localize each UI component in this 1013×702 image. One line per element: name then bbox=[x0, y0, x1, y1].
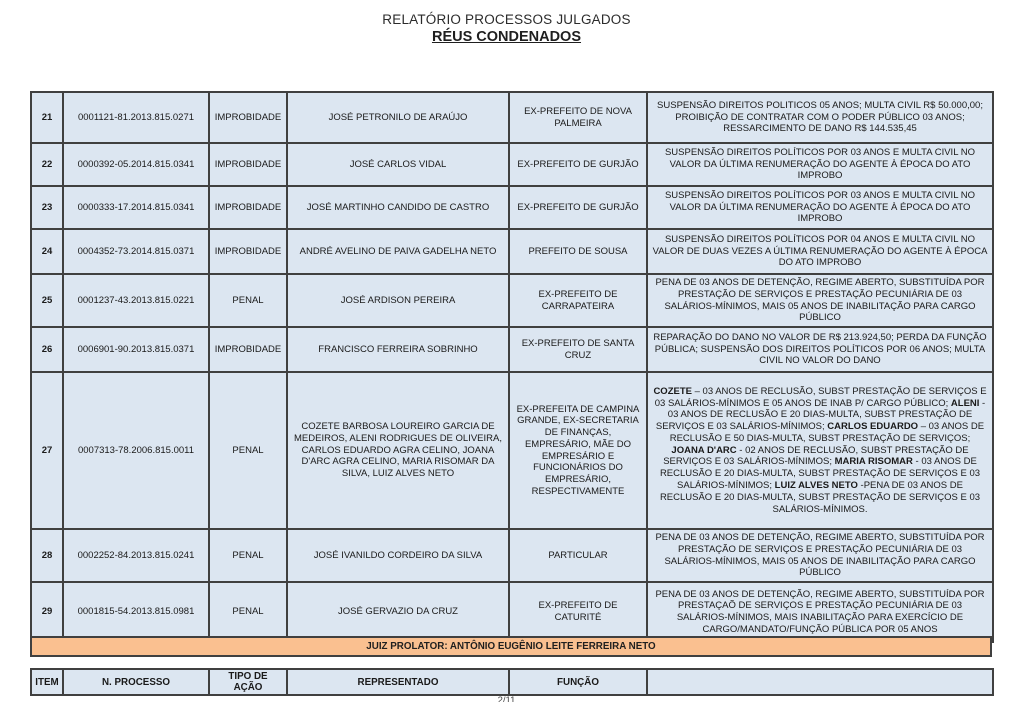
header-item: ITEM bbox=[31, 669, 63, 695]
cell-representado: FRANCISCO FERREIRA SOBRINHO bbox=[287, 327, 509, 372]
cell-funcao: PARTICULAR bbox=[509, 529, 647, 582]
header-processo: N. PROCESSO bbox=[63, 669, 209, 695]
cell-item: 26 bbox=[31, 327, 63, 372]
cell-tipo: PENAL bbox=[209, 372, 287, 529]
cell-tipo: IMPROBIDADE bbox=[209, 143, 287, 186]
cell-processo: 0001121-81.2013.815.0271 bbox=[63, 92, 209, 143]
cell-processo: 0004352-73.2014.815.0371 bbox=[63, 229, 209, 274]
cell-processo: 0002252-84.2013.815.0241 bbox=[63, 529, 209, 582]
cell-tipo: IMPROBIDADE bbox=[209, 92, 287, 143]
cell-processo: 0007313-78.2006.815.0011 bbox=[63, 372, 209, 529]
cell-processo: 0001237-43.2013.815.0221 bbox=[63, 274, 209, 327]
cell-processo: 0006901-90.2013.815.0371 bbox=[63, 327, 209, 372]
cell-sancao: SUSPENSÃO DIREITOS POLITICOS 05 ANOS; MULTA CIVIL R$ 50.000,00; PROIBIÇÃO DE CONTRATAR COM O PODER PÚBLICO 03 ANOS; RESSARCIMENTO DE DANO R$ 144.535,45 bbox=[647, 92, 993, 143]
table-row bbox=[31, 529, 993, 582]
cell-sancao: SUSPENSÃO DIREITOS POLÍTICOS POR 03 ANOS E MULTA CIVIL NO VALOR DA ÚLTIMA RENUMERAÇÃO DO AGENTE À ÉPOCA DO ATO IMPROBO bbox=[647, 143, 993, 186]
cell-funcao: EX-PREFEITA DE CAMPINA GRANDE, EX-SECRETARIA DE FINANÇAS, EMPRESÁRIO, MÃE DO EMPRESÁRIO E FUNCIONÁRIOS DO EMPRESÁRIO, RESPECTIVAMENTE bbox=[509, 372, 647, 529]
table-row bbox=[31, 92, 993, 143]
next-section-header-row bbox=[30, 668, 994, 696]
page-number: 2/11 bbox=[497, 695, 516, 702]
table-row bbox=[31, 186, 993, 229]
cell-funcao: PREFEITO DE SOUSA bbox=[509, 229, 647, 274]
header-tipo: TIPO DE AÇÃO bbox=[209, 669, 287, 695]
cell-representado: JOSÉ MARTINHO CANDIDO DE CASTRO bbox=[287, 186, 509, 229]
table-row bbox=[31, 274, 993, 327]
cell-processo: 0001815-54.2013.815.0981 bbox=[63, 582, 209, 642]
cell-funcao: EX-PREFEITO DE SANTA CRUZ bbox=[509, 327, 647, 372]
cell-funcao: EX-PREFEITO DE CATURITÉ bbox=[509, 582, 647, 642]
cell-processo: 0000333-17.2014.815.0341 bbox=[63, 186, 209, 229]
cell-representado: JOSÉ ARDISON PEREIRA bbox=[287, 274, 509, 327]
cell-funcao: EX-PREFEITO DE GURJÃO bbox=[509, 143, 647, 186]
cell-sancao: PENA DE 03 ANOS DE DETENÇÃO, REGIME ABERTO, SUBSTITUÍDA POR PRESTAÇAÕ DE SERVIÇOS E PRESTAÇÃO PECUNIÁRIA DE 03 SALÁRIOS-MÍNIMOS, MAIS INABILITAÇÃO PARA EXERCÍCIO DE CARGO/MANDATO/FUNÇÃO PÚBLICA POR 05 ANOS bbox=[647, 582, 993, 642]
cell-representado: JOSÉ GERVAZIO DA CRUZ bbox=[287, 582, 509, 642]
cell-representado: COZETE BARBOSA LOUREIRO GARCIA DE MEDEIROS, ALENI RODRIGUES DE OLIVEIRA, CARLOS EDUARDO AGRA CELINO, JOANA D'ARC AGRA CELINO, MARIA RISOMAR DA SILVA, LUIZ ALVES NETO bbox=[287, 372, 509, 529]
cell-tipo: IMPROBIDADE bbox=[209, 186, 287, 229]
cell-tipo: IMPROBIDADE bbox=[209, 229, 287, 274]
judged-cases-table bbox=[30, 91, 994, 643]
cell-tipo: PENAL bbox=[209, 529, 287, 582]
cell-representado: ANDRÉ AVELINO DE PAIVA GADELHA NETO bbox=[287, 229, 509, 274]
table-row bbox=[31, 327, 993, 372]
cell-item: 27 bbox=[31, 372, 63, 529]
cell-funcao: EX-PREFEITO DE GURJÃO bbox=[509, 186, 647, 229]
cell-funcao: EX-PREFEITO DE NOVA PALMEIRA bbox=[509, 92, 647, 143]
cell-processo: 0000392-05.2014.815.0341 bbox=[63, 143, 209, 186]
cell-sancao: REPARAÇÃO DO DANO NO VALOR DE R$ 213.924,50; PERDA DA FUNÇÃO PÚBLICA; SUSPENSÃO DOS DIREITOS POLÍTICOS POR 06 ANOS; MULTA CIVIL NO VALOR DO DANO bbox=[647, 327, 993, 372]
header-funcao: FUNÇÃO bbox=[509, 669, 647, 695]
cell-sancao: PENA DE 03 ANOS DE DETENÇÃO, REGIME ABERTO, SUBSTITUÍDA POR PRESTAÇÃO DE SERVIÇOS E PRESTAÇÃO PECUNIÁRIA DE 03 SALÁRIOS-MÍNIMOS, MAIS 05 ANOS DE INABILITAÇÃO PARA CARGO PÚBLICO bbox=[647, 529, 993, 582]
cell-tipo: IMPROBIDADE bbox=[209, 327, 287, 372]
cell-representado: JOSÉ PETRONILO DE ARAÚJO bbox=[287, 92, 509, 143]
cell-item: 21 bbox=[31, 92, 63, 143]
cell-item: 28 bbox=[31, 529, 63, 582]
cell-sancao: SUSPENSÃO DIREITOS POLÍTICOS POR 04 ANOS E MULTA CIVIL NO VALOR DE DUAS VEZES A ÚLTIMA RENUMERAÇÃO DO AGENTE À ÉPOCA DO ATO IMPROBO bbox=[647, 229, 993, 274]
cell-funcao: EX-PREFEITO DE CARRAPATEIRA bbox=[509, 274, 647, 327]
cell-representado: JOSÉ IVANILDO CORDEIRO DA SILVA bbox=[287, 529, 509, 582]
cell-item: 23 bbox=[31, 186, 63, 229]
header-row bbox=[31, 669, 993, 695]
cell-tipo: PENAL bbox=[209, 582, 287, 642]
cell-representado: JOSÉ CARLOS VIDAL bbox=[287, 143, 509, 186]
cell-item: 25 bbox=[31, 274, 63, 327]
table-row bbox=[31, 582, 993, 642]
cell-sancao: PENA DE 03 ANOS DE DETENÇÃO, REGIME ABERTO, SUBSTITUÍDA POR PRESTAÇÃO DE SERVIÇOS E PRESTAÇÃO PECUNIÁRIA DE 03 SALÁRIOS-MÍNIMOS, MAIS 05 ANOS DE INABILITAÇÃO PARA CARGO PÚBLICO bbox=[647, 274, 993, 327]
report-title: RELATÓRIO PROCESSOS JULGADOS bbox=[382, 12, 631, 27]
cell-item: 24 bbox=[31, 229, 63, 274]
cell-item: 22 bbox=[31, 143, 63, 186]
table-row bbox=[31, 143, 993, 186]
cell-item: 29 bbox=[31, 582, 63, 642]
juiz-prolator-banner: JUIZ PROLATOR: ANTÔNIO EUGÊNIO LEITE FERREIRA NETO bbox=[30, 636, 992, 657]
cell-tipo: PENAL bbox=[209, 274, 287, 327]
header-sancao-empty bbox=[647, 669, 993, 695]
table-row bbox=[31, 372, 993, 529]
cell-sancao: SUSPENSÃO DIREITOS POLÍTICOS POR 03 ANOS E MULTA CIVIL NO VALOR DA ÚLTIMA RENUMERAÇÃO DO AGENTE À ÉPOCA DO ATO IMPROBO bbox=[647, 186, 993, 229]
header-representado: REPRESENTADO bbox=[287, 669, 509, 695]
table-row bbox=[31, 229, 993, 274]
report-subtitle: RÉUS CONDENADOS bbox=[431, 29, 582, 45]
cell-sancao: COZETE – 03 ANOS DE RECLUSÃO, SUBST PRESTAÇÃO DE SERVIÇOS E 03 SALÁRIOS-MÍNIMOS E 05 ANOS DE INAB P/ CARGO PÚBLICO; ALENI - 03 ANOS DE RECLUSÃO E 20 DIAS-MULTA, SUBST PRESTAÇÃO DE SERVIÇOS E 03 SALÁRIOS-MÍNIMOS; CARLOS EDUARDO – 03 ANOS DE RECLUSÃO E 50 DIAS-MULTA, SUBST PRESTAÇÃO DE SERVIÇOS; JOANA D'ARC - 02 ANOS DE RECLUSÃO, SUBST PRESTAÇÃO DE SERVIÇOS E 03 SALÁRIOS-MÍNIMOS; MARIA RISOMAR - 03 ANOS DE RECLUSÃO E 20 DIAS-MULTA, SUBST PRESTAÇÃO DE SERVIÇOS E 03 SALÁRIOS-MÍNIMOS; LUIZ ALVES NETO -PENA DE 03 ANOS DE RECLUSÃO E 20 DIAS-MULTA, SUBST PRESTAÇÃO DE SERVIÇOS E 03 SALÁRIOS-MÍNIMOS. bbox=[647, 372, 993, 529]
